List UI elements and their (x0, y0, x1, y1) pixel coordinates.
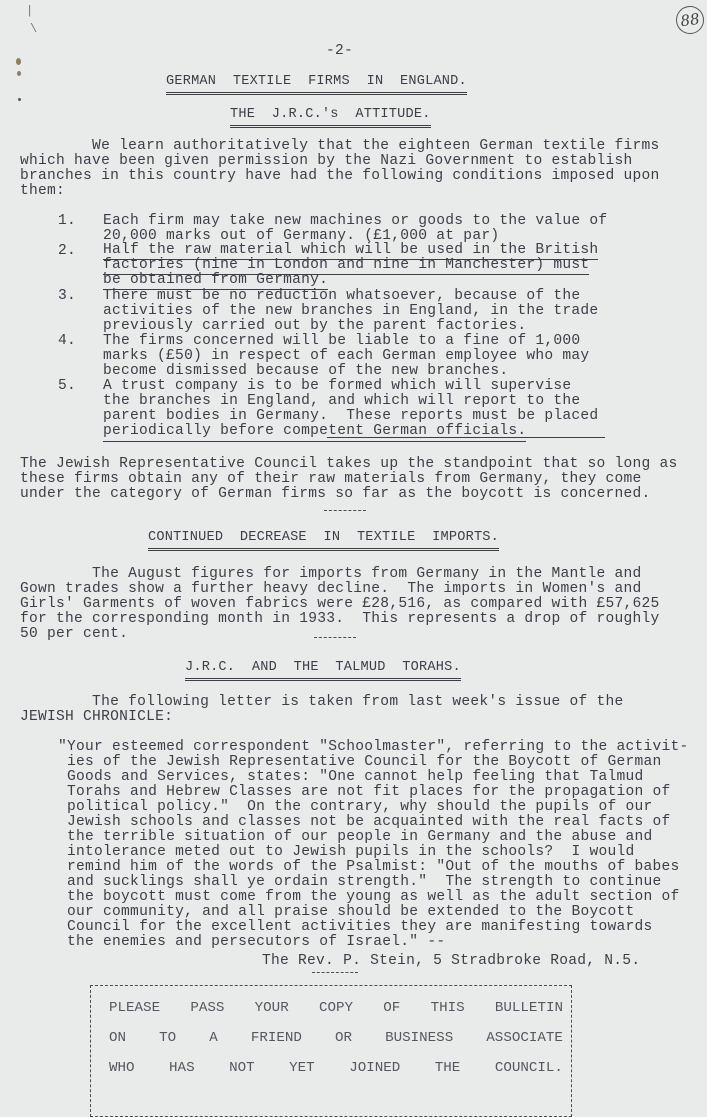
text-line: The August figures for imports from Germany in the Mantle and (20, 566, 642, 582)
notice-word: PLEASE (109, 1000, 161, 1016)
text-line: Jewish schools and classes not be acquainted with the real facts of (58, 814, 671, 830)
notice-word: JOINED (349, 1060, 401, 1076)
text-line: The Jewish Representative Council takes up the standpoint that so long as (20, 456, 678, 472)
notice-box (90, 985, 572, 1117)
list-line: marks (£50) in respect of each German employee who may (103, 348, 590, 364)
text-line: which have been given permission by the Nazi Government to establish (20, 153, 633, 169)
list-line: There must be no reduction whatsoever, because of the (103, 288, 581, 304)
notice-line (109, 1060, 563, 1076)
list-line: The firms concerned will be liable to a fine of 1,000 (103, 333, 581, 349)
notice-word: A (209, 1030, 218, 1046)
text-line: them: (20, 183, 66, 199)
list-line: become dismissed because of the new branches. (103, 363, 509, 379)
notice-word: YOUR (254, 1000, 289, 1016)
notice-word: ASSOCIATE (486, 1030, 563, 1046)
text-line: and sucklings shall ye ordain strength." The strength to continue (58, 874, 662, 890)
punch-hole (16, 58, 21, 65)
separator-dashes (314, 637, 356, 638)
text-line: Council for the excellent activities they are manifesting towards (58, 919, 653, 935)
notice-word: COPY (318, 1000, 354, 1016)
page-number: -2- (326, 43, 354, 59)
signature: The Rev. P. Stein, 5 Stradbroke Road, N.5. (262, 953, 641, 969)
text-line: Girls' Garments of woven fabrics were £28,516, as compared with £57,625 (20, 596, 660, 612)
list-number: 1. (58, 213, 77, 229)
list-line: previously carried out by the parent factories. (103, 318, 527, 334)
text-line: under the category of German firms so far as the boycott is concerned. (20, 486, 651, 502)
notice-word: HAS (169, 1060, 195, 1076)
text-line: intolerance meted out to Jewish pupils in the schools? I would (58, 844, 635, 860)
separator-dashes (324, 510, 366, 511)
text-line: Torahs and Hebrew Classes are not fit places for the propagation of (58, 784, 671, 800)
notice-word: FRIEND (250, 1030, 302, 1046)
list-line: 20,000 marks out of Germany. (£1,000 at par) (103, 228, 500, 244)
margin-mark: \ (30, 22, 38, 36)
notice-word: PASS (190, 1000, 225, 1016)
text-line: Gown trades show a further heavy decline. The imports in Women's and (20, 581, 642, 597)
notice-word: OF (383, 1000, 401, 1016)
text-line: The following letter is taken from last week's issue of the (20, 694, 624, 710)
text-line: 50 per cent. (20, 626, 129, 642)
notice-word: BULLETIN (494, 1000, 563, 1016)
list-line: periodically before competent German officials. (103, 423, 527, 439)
text-line: these firms obtain any of their raw materials from Germany, they come (20, 471, 642, 487)
notice-word: NOT (229, 1060, 255, 1076)
list-line: activities of the new branches in England, in the trade (103, 303, 599, 319)
underline (103, 440, 526, 442)
text-line: We learn authoritatively that the eighteen German textile firms (20, 138, 660, 154)
notice-line (109, 1030, 563, 1046)
section-heading-imports: CONTINUED DECREASE IN TEXTILE IMPORTS. (148, 530, 499, 551)
heading-sub: THE J.R.C.'s ATTITUDE. (230, 107, 431, 128)
heading-main: GERMAN TEXTILE FIRMS IN ENGLAND. (166, 74, 467, 95)
text-line: ies of the Jewish Representative Council for the Boycott of German (58, 754, 662, 770)
text-line: for the corresponding month in 1933. This represents a drop of roughly (20, 611, 660, 627)
notice-word: YET (289, 1060, 315, 1076)
list-number: 3. (58, 288, 77, 304)
text-line: political policy." On the contrary, why should the pupils of our (58, 799, 653, 815)
list-line: parent bodies in Germany. These reports must be placed (103, 408, 599, 424)
list-line-underlined: be obtained from Germany. (103, 272, 329, 288)
text-line: remind him of the words of the Psalmist: "Out of the mouths of babes (58, 859, 680, 875)
section-heading-talmud: J.R.C. AND THE TALMUD TORAHS. (185, 660, 461, 681)
text-line: branches in this country have had the following conditions imposed upon (20, 168, 660, 184)
notice-word: ON (109, 1030, 127, 1046)
separator-dashes (312, 972, 358, 973)
list-line: Each firm may take new machines or goods to the value of (103, 213, 608, 229)
punch-hole (17, 71, 21, 76)
notice-word: COUNCIL. (494, 1060, 563, 1076)
notice-word: WHO (109, 1060, 135, 1076)
notice-word: BUSINESS (385, 1030, 454, 1046)
list-number: 5. (58, 378, 77, 394)
text-line: Goods and Services, states: "One cannot help feeling that Talmud (58, 769, 644, 785)
list-line-underlined: factories (nine in London and nine in Manchester) must (103, 257, 590, 273)
notice-word: TO (159, 1030, 177, 1046)
punch-hole (18, 98, 21, 101)
margin-mark: | (26, 4, 34, 18)
text-line: the terrible situation of our people in Germany and the abuse and (58, 829, 653, 845)
text-line: the boycott must come from the young as well as the adult section of (58, 889, 680, 905)
text-line: the enemies and persecutors of Israel." -- (58, 934, 446, 950)
notice-word: THIS (430, 1000, 465, 1016)
list-number: 4. (58, 333, 77, 349)
underline (327, 425, 605, 438)
list-line: A trust company is to be formed which will supervise (103, 378, 572, 394)
text-line: JEWISH CHRONICLE: (20, 709, 174, 725)
list-number: 2. (58, 243, 77, 259)
notice-word: OR (334, 1030, 353, 1046)
text-line: "Your esteemed correspondent "Schoolmaster", referring to the activit- (58, 739, 689, 755)
list-line-underlined: Half the raw material which will be used in the British (103, 242, 599, 258)
handwritten-page-number: 88 (674, 4, 706, 36)
notice-line (109, 1000, 563, 1016)
text-line: our community, and all praise should be extended to the Boycott (58, 904, 635, 920)
list-line: the branches in England, and which will report to the (103, 393, 581, 409)
notice-word: THE (434, 1060, 461, 1076)
